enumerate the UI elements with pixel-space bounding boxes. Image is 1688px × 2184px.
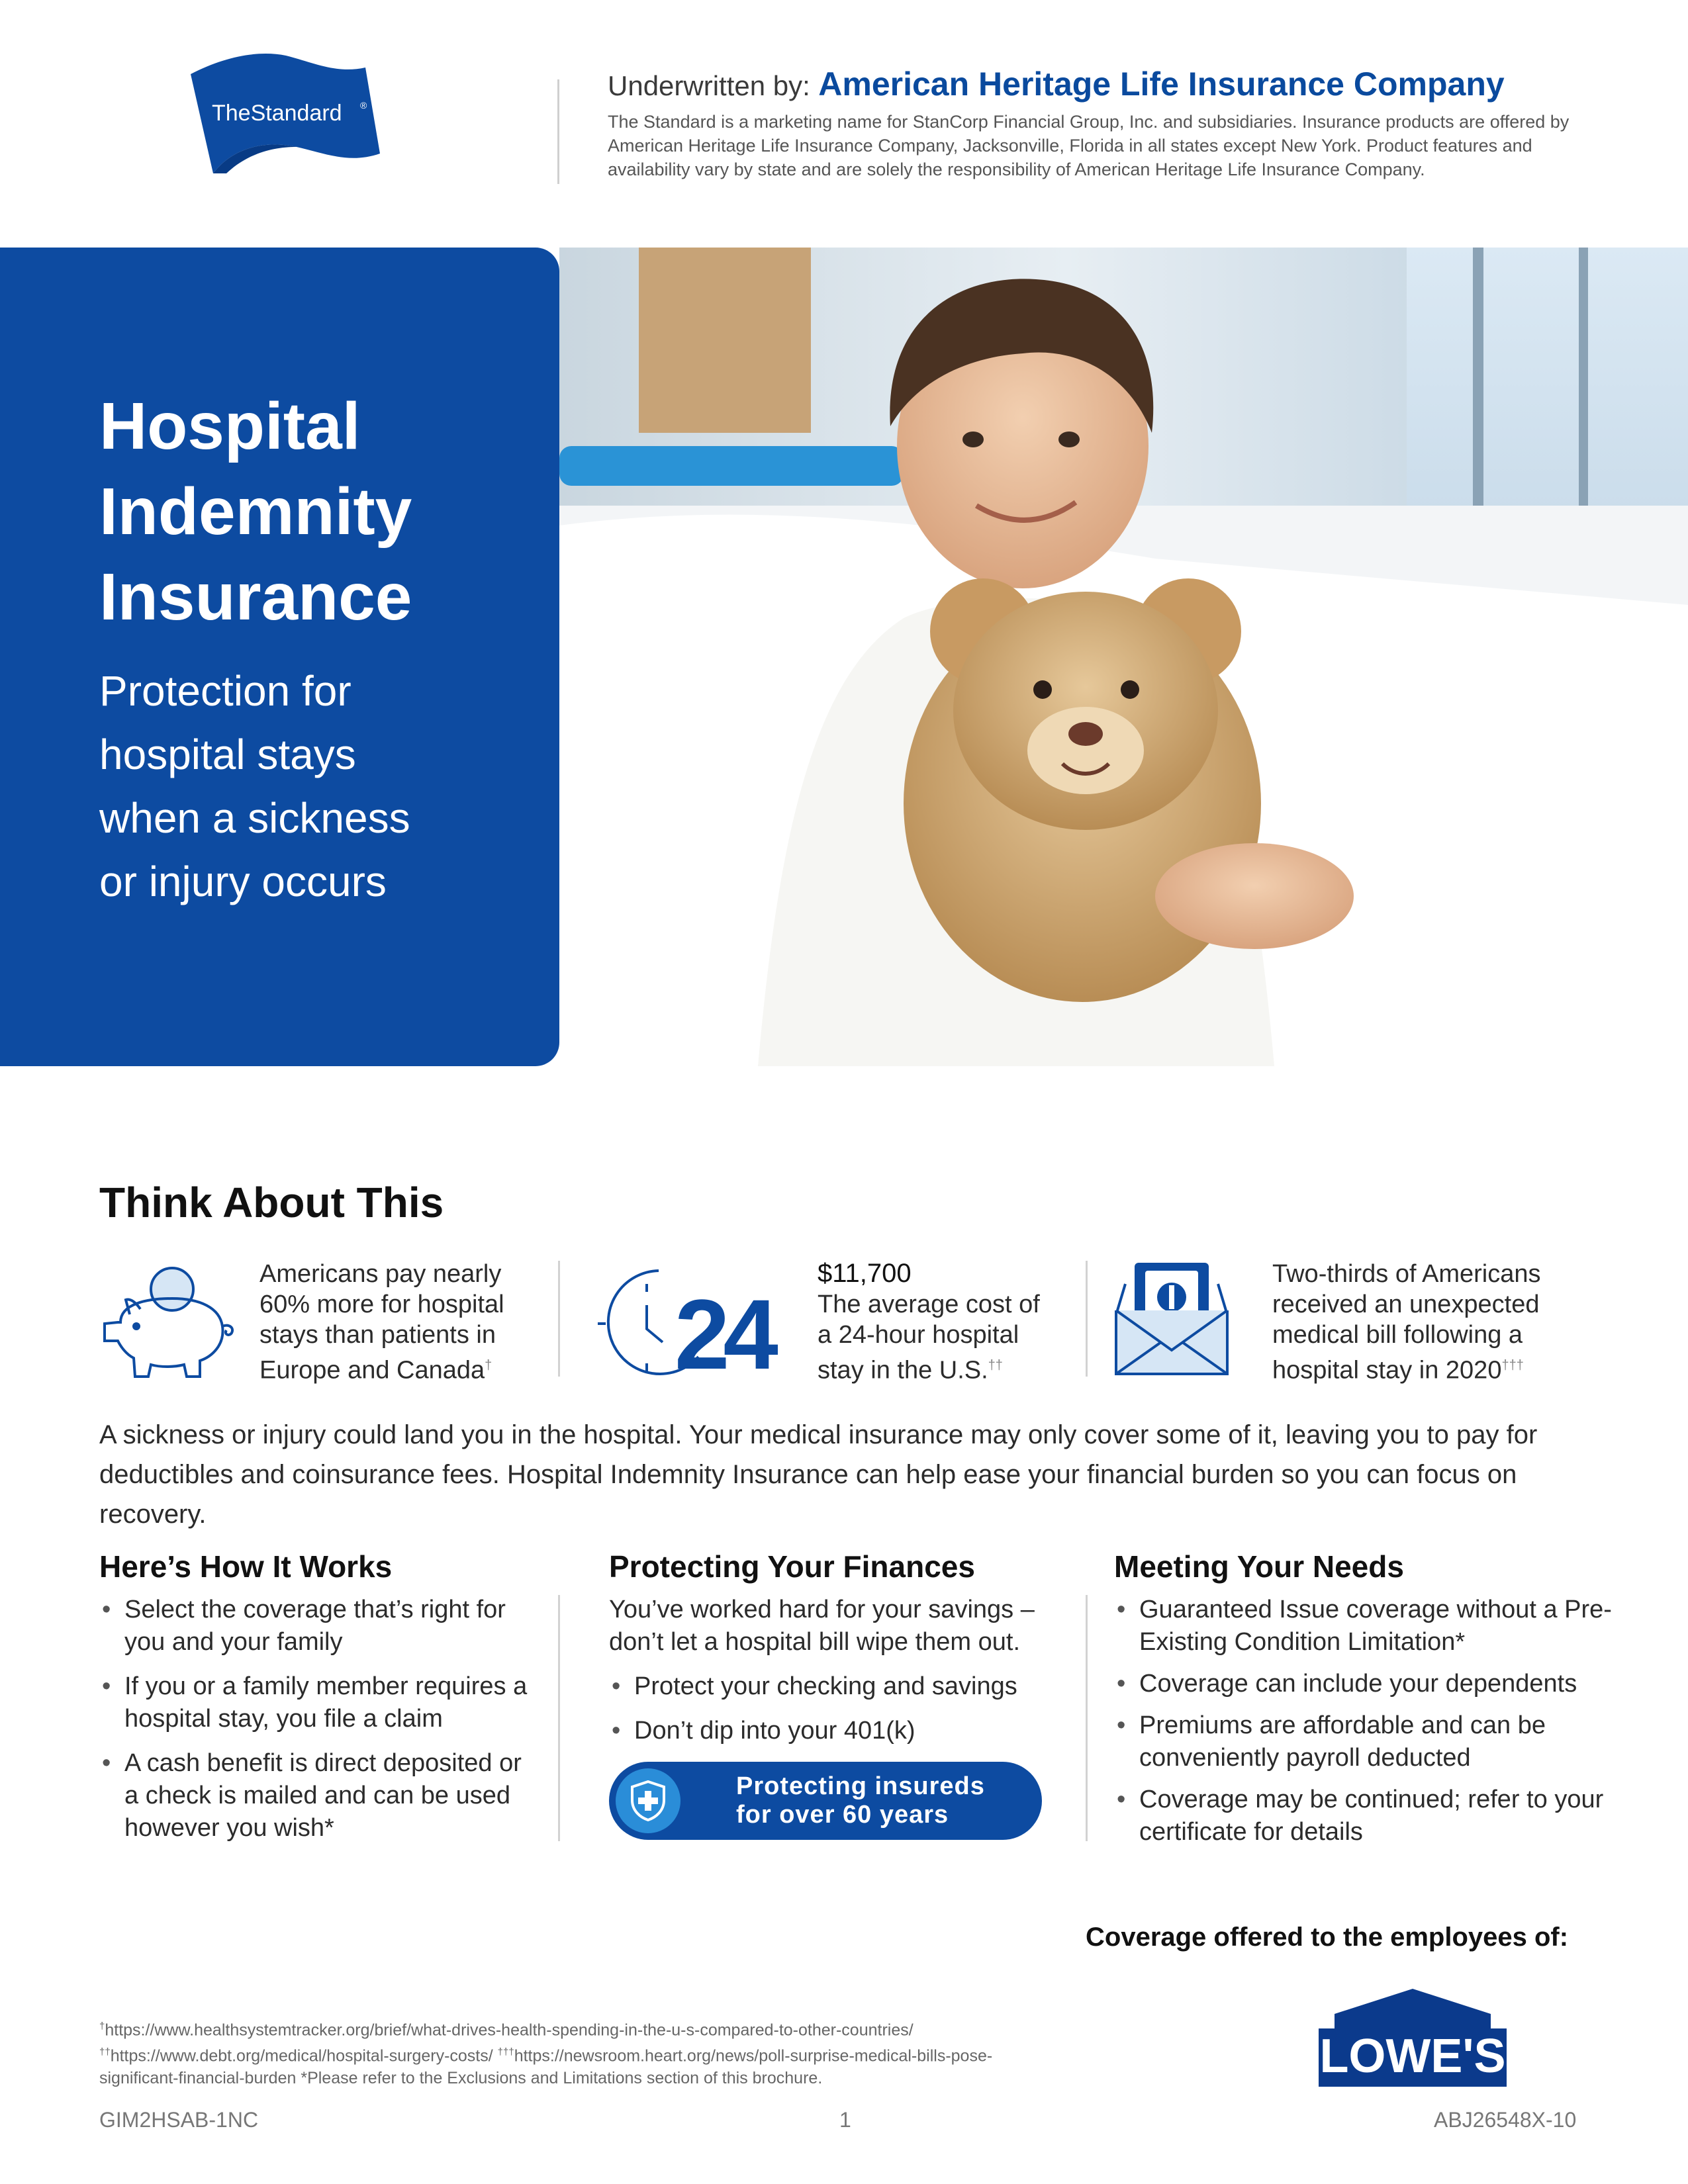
list-item: • Protect your checking and savings: [609, 1670, 1066, 1703]
hero-title-line: Insurance: [99, 560, 412, 634]
stat-unexpected-bill: [1272, 1259, 1617, 1386]
stat-line: Europe and Canada: [259, 1356, 485, 1385]
hero-title-line: Indemnity: [99, 475, 412, 549]
footnote-url: https://www.healthsystemtracker.org/brief/what-drives-health-spending-in-the-u-s-compared-to-other-countries/: [105, 2021, 914, 2040]
envelope-bill-icon: [1112, 1257, 1231, 1381]
logo-registered: ®: [360, 100, 367, 111]
column-divider: [558, 1595, 560, 1841]
list-item: • Premiums are affordable and can be conveniently payroll deducted: [1114, 1709, 1617, 1774]
stat-line: The average cost of: [818, 1291, 1040, 1318]
the-standard-logo: [187, 48, 383, 177]
intro-paragraph: A sickness or injury could land you in the hospital. Your medical insurance may only cover some of it, leaving you to pay for deductibles and coinsurance fees. Hospital Indemnity Insurance can help ease your financial burden so you can focus on recovery.: [99, 1420, 1538, 1529]
column-divider: [1086, 1595, 1088, 1841]
protecting-finances-heading: Protecting Your Finances: [609, 1549, 975, 1584]
hero-subtitle-line: hospital stays: [99, 731, 356, 778]
hero-panel: [0, 248, 559, 1066]
stat-divider: [558, 1261, 560, 1377]
footnote-mark: †††: [1501, 1358, 1524, 1373]
badge-line: for over 60 years: [736, 1801, 949, 1829]
stat-line: received an unexpected: [1272, 1291, 1540, 1318]
stat-line: a 24-hour hospital: [818, 1321, 1019, 1349]
clock-24-number: 24: [675, 1279, 772, 1383]
stat-amount: $11,700: [818, 1259, 912, 1288]
header-divider: [557, 79, 559, 184]
footnote-url: https://newsroom.heart.org/news/poll-surprise-medical-bills-pose-significant-financial-burden: [99, 2046, 993, 2087]
meeting-needs-list: [1114, 1594, 1617, 1858]
badge-line: Protecting insureds: [736, 1772, 985, 1800]
stat-line: stay in the U.S.: [818, 1356, 988, 1385]
badge-text: [736, 1772, 1027, 1829]
hero-subtitle-line: or injury occurs: [99, 858, 387, 905]
stat-line: Two-thirds of Americans: [1272, 1260, 1541, 1288]
list-item: • If you or a family member requires a hospital stay, you file a claim: [99, 1670, 530, 1735]
list-item: • Guaranteed Issue coverage without a Pre-Existing Condition Limitation*: [1114, 1594, 1617, 1659]
lowes-logo: [1319, 1987, 1507, 2087]
stat-line: medical bill following a: [1272, 1321, 1523, 1349]
piggy-bank-icon: [94, 1257, 246, 1383]
stat-line: hospital stay in 2020: [1272, 1356, 1502, 1385]
footnote-note: *Please refer to the Exclusions and Limitations section of this brochure.: [301, 2068, 823, 2087]
shield-cross-icon: [616, 1768, 680, 1833]
meeting-needs-heading: Meeting Your Needs: [1114, 1549, 1404, 1584]
footnote-mark: †††: [497, 2046, 514, 2058]
stat-average-cost: [818, 1289, 1082, 1386]
lowes-logo-text: LOWE'S: [1319, 2030, 1506, 2083]
underwriter-name: American Heritage Life Insurance Company: [818, 66, 1505, 103]
logo-text: TheStandard: [212, 101, 342, 126]
clock-24-icon: [586, 1257, 778, 1383]
think-about-this-heading: Think About This: [99, 1179, 444, 1226]
hero-subtitle-line: when a sickness: [99, 794, 410, 842]
form-code-left: GIM2HSAB-1NC: [99, 2108, 259, 2132]
protecting-finances-list: [609, 1670, 1066, 1759]
stat-line: Americans pay nearly: [259, 1260, 502, 1288]
footnote-url: https://www.debt.org/medical/hospital-surgery-costs/: [110, 2046, 493, 2066]
stat-hospital-cost-comparison: [259, 1259, 544, 1386]
footnotes: [99, 2015, 1066, 2089]
page-number: 1: [839, 2108, 851, 2132]
stat-line: stays than patients in: [259, 1321, 496, 1349]
hero-title-line: Hospital: [99, 389, 361, 463]
how-it-works-list: [99, 1594, 530, 1856]
hero-subtitle: [99, 659, 536, 913]
stat-line: 60% more for hospital: [259, 1291, 504, 1318]
underwritten-label: Underwritten by:: [608, 70, 810, 101]
form-code-right: ABJ26548X-10: [1434, 2108, 1577, 2132]
footnote-mark: †: [485, 1358, 492, 1373]
how-it-works-heading: Here’s How It Works: [99, 1549, 393, 1584]
child-with-teddy-bear-photo: [559, 248, 1688, 1066]
list-item: • Select the coverage that’s right for you and your family: [99, 1594, 530, 1659]
underwritten-line: [608, 65, 1640, 103]
protecting-finances-intro: You’ve worked hard for your savings – don’t let a hospital bill wipe them out.: [609, 1596, 1035, 1656]
footnote-mark: ††: [988, 1358, 1003, 1373]
stat-divider: [1086, 1261, 1088, 1377]
hero-subtitle-line: Protection for: [99, 667, 352, 715]
list-item: • Coverage can include your dependents: [1114, 1668, 1617, 1700]
list-item: • A cash benefit is direct deposited or a check is mailed and can be used however you wish*: [99, 1747, 530, 1844]
footnote-mark: †: [99, 2021, 105, 2032]
header-disclaimer: The Standard is a marketing name for StanCorp Financial Group, Inc. and subsidiaries. Insurance products are offered by American Heritage Life Insurance Company, Jacksonville, Florida in all states except New York. Product features and availability vary by state and are solely the responsibility of American Heritage Life Insurance Company.: [608, 112, 1570, 179]
coverage-offered-label: Coverage offered to the employees of:: [1086, 1923, 1569, 1952]
hero-title: [99, 384, 536, 640]
list-item: • Coverage may be continued; refer to your certificate for details: [1114, 1784, 1617, 1848]
years-badge: [609, 1762, 1042, 1840]
footnote-mark: ††: [99, 2046, 111, 2058]
list-item: • Don’t dip into your 401(k): [609, 1715, 1066, 1747]
